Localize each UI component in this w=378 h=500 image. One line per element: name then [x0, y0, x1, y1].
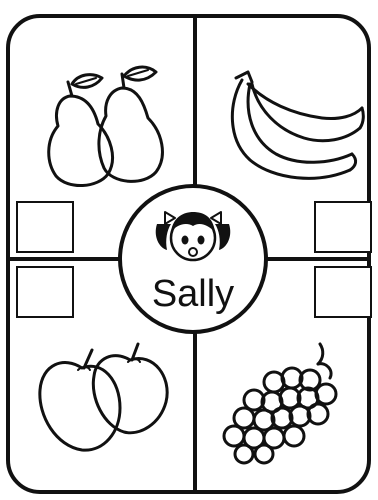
grapes-icon — [214, 340, 350, 464]
banana-icon — [222, 64, 368, 184]
pear-icon — [40, 66, 170, 190]
answer-box-apple[interactable] — [16, 266, 74, 318]
answer-box-banana[interactable] — [314, 201, 372, 253]
child-name: Sally — [151, 273, 235, 315]
answer-box-pear[interactable] — [16, 201, 74, 253]
girl-face-icon — [155, 202, 231, 266]
apple-icon — [34, 340, 170, 456]
answer-box-grapes[interactable] — [314, 266, 372, 318]
